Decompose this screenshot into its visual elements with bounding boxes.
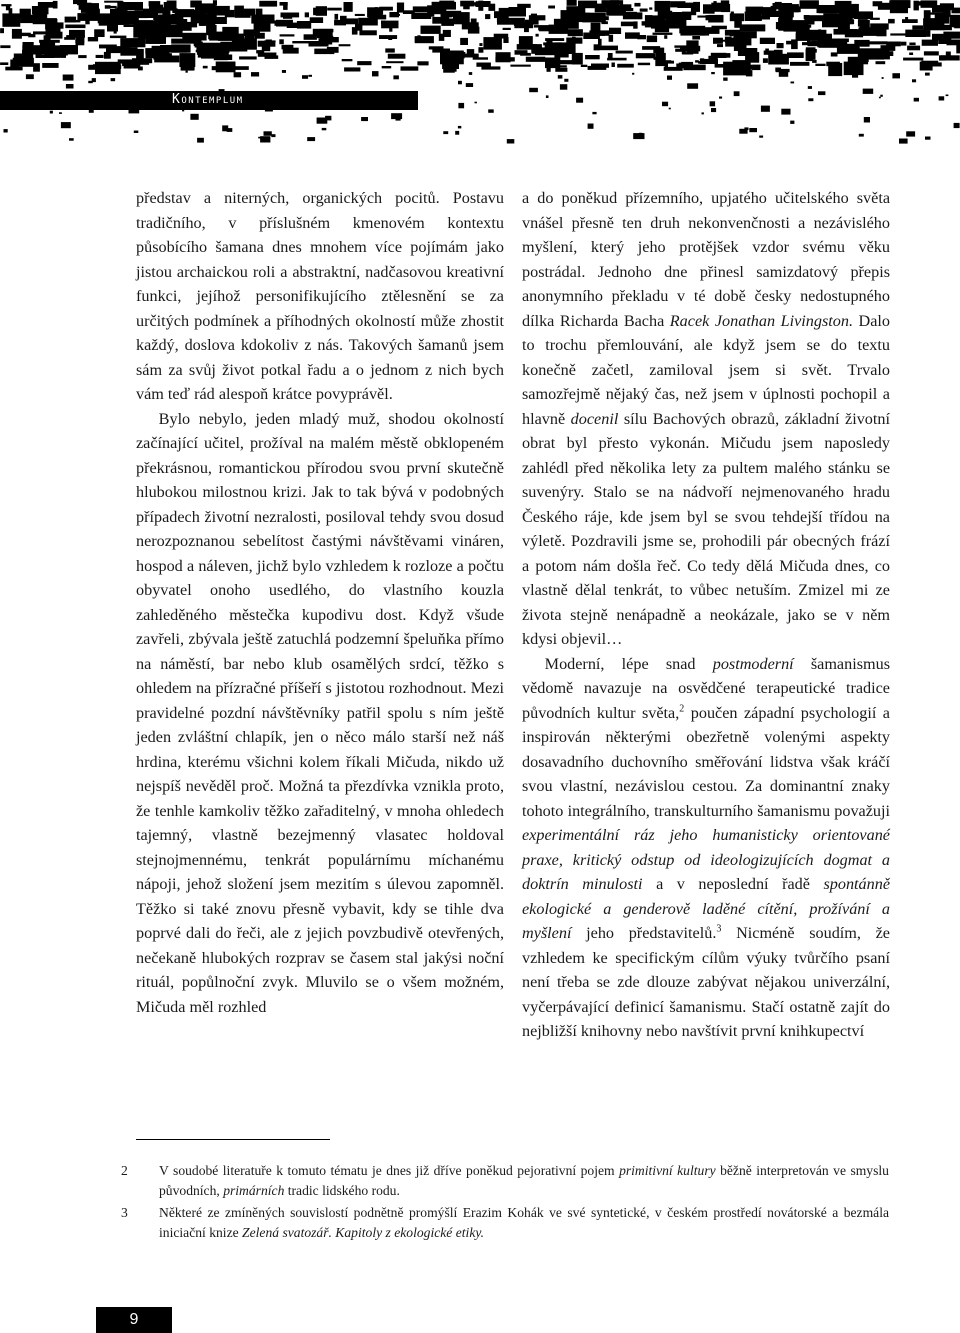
running-header-bar [0,91,418,110]
emphasis: postmoderní [712,654,794,673]
left-text-column [136,186,504,1019]
footnote-separator [136,1139,330,1140]
emphasis: experimentální ráz jeho humanisticky orientované praxe, kritický odstup od ideologizujících dogmat a doktrín minulosti [522,826,890,893]
page-number: 9 [96,1307,172,1333]
paragraph: a do poněkud přízemního, upjatého učitelského světa vnášel přesně ten druh nekonvenčnosti a nezávislého myšlení, který jeho protějšek vzdor svému věku postrádal. Jednoho dne přinesl samizdatový přepis anonymního překladu v té době česky nedostupného dílka Richarda Bacha Racek Jonathan Livingston. Dalo to trochu přemlouvání, ale když jsem se do textu konečně začetl, zamiloval jsem si svět. Trvalo samozřejmě nějaký čas, než jsem v úplnosti pochopil a hlavně docenil sílu Bachových obrazů, základní životní obrat byl přesto vykonán. Mičudu jsem naposledy zahlédl před několika lety za pultem malého stánku se suvenýry. Stalo se na nádvoří nejmenovaného hradu Českého ráje, kde jsem byl se svou tehdejší třídou na výletě. Pozdravili jsme se, prohodili pár obecných frází a potom nám došla řeč. Co tedy dělá Mičuda dnes, co vlastně dělal tenkrát, to vůbec netuším. Zmizel mi ze života stejně nenápadně a neokázale, jako se v něm kdysi objevil… [522,189,890,648]
footnote: 2 V soudobé literatuře k tomuto tématu je dnes již dříve poněkud pejorativní pojem primitivní kultury běžně interpretován ve smyslu původních, primárních tradic lidského rodu. [121,1163,889,1198]
running-header-title: Kontemplum [172,92,244,107]
emphasis: spontánně ekologické a genderově laděné cítění, prožívání a myšlení [522,875,891,942]
footnote-number: 2 [121,1163,128,1178]
footnote-number: 3 [121,1205,128,1220]
footnotes [121,1161,889,1245]
right-text-column [522,186,890,1044]
book-title: Racek Jonathan Livingston. [669,311,854,330]
footnote-ref: 2 [679,703,685,715]
footnote: 3 Některé ze zmíněných souvislostí podnětně promýšlí Erazim Kohák ve své syntetické, v českém prostředí novátorské a bezmála iniciační knize Zelená svatozář. Kapitoly z ekologické etiky. [121,1205,889,1240]
header-glyph-noise [0,0,960,150]
footnote-ref: 3 [716,923,722,935]
header-decorative-pattern [0,0,960,150]
paragraph: Bylo nebylo, jeden mladý muž, shodou okolností začínající učitel, prožíval na malém městě obklopeném překrásnou, romantickou přírodou svou první skutečně hlubokou milostnou krizi. Jak to tak bývá v podobných případech životní nezralosti, posiloval tehdy svou dosud nerozpoznanou sebelítost častými návštěvami vináren, hospod a náleven, jichž bylo vzhledem k rozloze a počtu obyvatel onoho usedlého, do vlastního kouzla zahleděného městečka kupodivu dost. Když všude zavřeli, zbývala ještě zatuchlá podzemní špeluňka přímo na náměstí, bar nebo klub osamělých srdcí, těžko s ohledem na přízračné příšeří s jistotou rozhodnout. Mezi pravidelné pozdní návštěvníky patřil spolu s ním ještě jeden zvláštní chlapík, jen o něco málo starší než náš hrdina, kterému všichni kolem říkali Mičuda, nikdo už nejspíš nevěděl proč. Možná ta přezdívka vznikla proto, že tenhle kamkoliv těžko zařaditelný, v mnoha ohledech tajemný, vlastně bezejmenný vlasatec holdoval stejnojmennému, tenkrát populárnímu míchanému nápoji, jehož složení jsem mezitím s úlevou zapomněl. Těžko si také znovu přesně vybavit, kdy se tihle dva poprvé dali do řeči, ale z jejich povzbudivě otevřených, nečekaně hlubokých rozprav se časem stal jakýsi noční rituál, popůlnoční zvyk. Mluvilo se o všem možném, Mičuda měl rozhled [136,409,504,1016]
paragraph: Moderní, lépe snad postmoderní šamanismus vědomě navazuje na osvědčené terapeutické tradice původních kultur světa,$^2$ poučen západní psychologií a inspirován některými obezřetně volenými aspekty dosavadního duchovního směřování lidstva však kráčí svou vlastní, nezávislou cestou. Za dominantní znaky tohoto integrálního, transkulturního šamanismu považuji experimentální ráz jeho humanisticky orientované praxe, kritický odstup od ideologizujících dogmat a doktrín minulosti a v neposlední řadě spontánně ekologické a genderově laděné cítění, prožívání a myšlení jeho představitelů.$^3$ Nicméně soudím, že vzhledem ke specifickým cílům výuky tvůrčího psaní není třeba se zde dlouze zabývat nějakou univerzální, vyčerpávající definicí šamanismu. Stačí ostatně zajít do nejbližší knihovny nebo navštívit první knihkupectví [522,654,891,1040]
emphasis: docenil [570,409,619,428]
paragraph: představ a niterných, organických pocitů. Postavu tradičního, v příslušném kmenovém kontextu působícího šamana dnes mnohem více pojímám jako jistou archaickou roli a abstraktní, nadčasovou kreativní funkci, jejíhož personifikujícího ztělesnění se za určitých podmínek a příhodných okolností může zhostit každý, doslova kdokoliv z nás. Takových šamanů jsem sám za svůj život potkal řadu a o jednom z nich bych vám teď rád alespoň krátce povyprávěl. [136,189,504,403]
